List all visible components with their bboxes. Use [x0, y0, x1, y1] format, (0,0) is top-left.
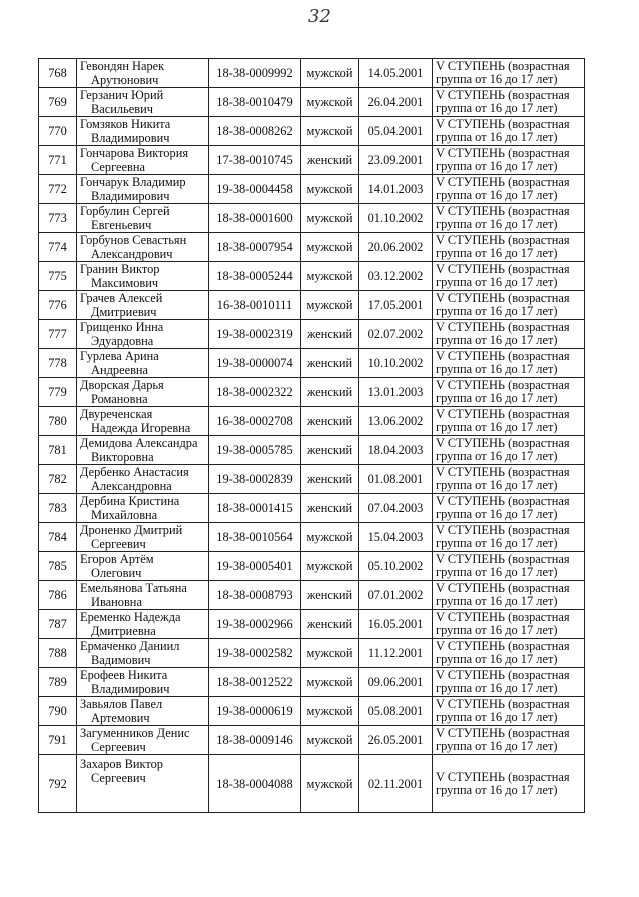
uin-code: 18-38-0012522 [209, 668, 301, 697]
table-row [39, 291, 585, 320]
uin-code: 18-38-0001600 [209, 204, 301, 233]
gender: мужской [301, 726, 359, 755]
patronymic: Владимирович [91, 189, 170, 203]
patronymic: Владимирович [91, 131, 170, 145]
surname-name: Горбулин Сергей [80, 204, 170, 218]
table-row [39, 88, 585, 117]
full-name [77, 552, 209, 581]
uin-code: 19-38-0002839 [209, 465, 301, 494]
uin-code: 17-38-0010745 [209, 146, 301, 175]
patronymic: Александрович [91, 247, 173, 261]
table-row [39, 117, 585, 146]
surname-name: Завьялов Павел [80, 697, 163, 711]
row-number: 786 [39, 581, 77, 610]
gender: мужской [301, 117, 359, 146]
full-name [77, 146, 209, 175]
gto-level [433, 175, 585, 204]
patronymic: Сергеевич [91, 740, 146, 754]
level-line-2: группа от 16 до 17 лет) [436, 304, 558, 318]
row-number: 791 [39, 726, 77, 755]
surname-name: Гончарук Владимир [80, 175, 186, 189]
row-number: 782 [39, 465, 77, 494]
patronymic: Евгеньевич [91, 218, 152, 232]
row-number: 784 [39, 523, 77, 552]
patronymic: Александровна [91, 479, 172, 493]
birth-date: 23.09.2001 [359, 146, 433, 175]
full-name [77, 755, 209, 813]
level-line-2: группа от 16 до 17 лет) [436, 652, 558, 666]
surname-name: Гевондян Нарек [80, 59, 165, 73]
row-number: 788 [39, 639, 77, 668]
full-name [77, 320, 209, 349]
gto-level [433, 755, 585, 813]
gender: женский [301, 436, 359, 465]
gender: мужской [301, 639, 359, 668]
gto-level [433, 726, 585, 755]
full-name [77, 465, 209, 494]
level-line-1: V СТУПЕНЬ (возрастная [436, 465, 570, 479]
level-line-1: V СТУПЕНЬ (возрастная [436, 552, 570, 566]
uin-code: 19-38-0000619 [209, 697, 301, 726]
gender: женский [301, 320, 359, 349]
level-line-2: группа от 16 до 17 лет) [436, 623, 558, 637]
birth-date: 07.04.2003 [359, 494, 433, 523]
gender: мужской [301, 262, 359, 291]
level-line-2: группа от 16 до 17 лет) [436, 130, 558, 144]
full-name [77, 407, 209, 436]
level-line-1: V СТУПЕНЬ (возрастная [436, 581, 570, 595]
table-row [39, 610, 585, 639]
full-name [77, 494, 209, 523]
level-line-1: V СТУПЕНЬ (возрастная [436, 378, 570, 392]
table-row [39, 204, 585, 233]
surname-name: Дербина Кристина [80, 494, 180, 508]
row-number: 780 [39, 407, 77, 436]
birth-date: 16.05.2001 [359, 610, 433, 639]
patronymic: Дмитриевна [91, 624, 156, 638]
birth-date: 07.01.2002 [359, 581, 433, 610]
row-number: 769 [39, 88, 77, 117]
row-number: 792 [39, 755, 77, 813]
row-number: 778 [39, 349, 77, 378]
birth-date: 13.06.2002 [359, 407, 433, 436]
patronymic: Викторовна [91, 450, 154, 464]
uin-code: 16-38-0002708 [209, 407, 301, 436]
uin-code: 18-38-0001415 [209, 494, 301, 523]
level-line-2: группа от 16 до 17 лет) [436, 188, 558, 202]
birth-date: 14.05.2001 [359, 59, 433, 88]
patronymic: Эдуардовна [91, 334, 154, 348]
uin-code: 18-38-0007954 [209, 233, 301, 262]
uin-code: 19-38-0002319 [209, 320, 301, 349]
surname-name: Ерофеев Никита [80, 668, 168, 682]
table-row [39, 755, 585, 813]
gender: мужской [301, 755, 359, 813]
gender: мужской [301, 175, 359, 204]
table-row [39, 146, 585, 175]
surname-name: Двуреченская [80, 407, 153, 421]
uin-code: 18-38-0008262 [209, 117, 301, 146]
table-row [39, 233, 585, 262]
gender: мужской [301, 552, 359, 581]
level-line-2: группа от 16 до 17 лет) [436, 681, 558, 695]
gto-level [433, 523, 585, 552]
table-row [39, 436, 585, 465]
birth-date: 20.06.2002 [359, 233, 433, 262]
uin-code: 18-38-0010564 [209, 523, 301, 552]
level-line-1: V СТУПЕНЬ (возрастная [436, 349, 570, 363]
patronymic: Надежда Игоревна [91, 421, 191, 435]
level-line-1: V СТУПЕНЬ (возрастная [436, 494, 570, 508]
table-row [39, 697, 585, 726]
gender: мужской [301, 523, 359, 552]
level-line-1: V СТУПЕНЬ (возрастная [436, 204, 570, 218]
patronymic: Михайловна [91, 508, 158, 522]
birth-date: 01.10.2002 [359, 204, 433, 233]
table-row [39, 523, 585, 552]
level-line-2: группа от 16 до 17 лет) [436, 101, 558, 115]
surname-name: Горбунов Севастьян [80, 233, 187, 247]
surname-name: Демидова Александра [80, 436, 198, 450]
birth-date: 01.08.2001 [359, 465, 433, 494]
level-line-2: группа от 16 до 17 лет) [436, 782, 558, 797]
uin-code: 19-38-0002582 [209, 639, 301, 668]
level-line-2: группа от 16 до 17 лет) [436, 478, 558, 492]
gto-level [433, 668, 585, 697]
page-number: 32 [308, 6, 331, 27]
level-line-2: группа от 16 до 17 лет) [436, 507, 558, 521]
gto-level [433, 639, 585, 668]
birth-date: 14.01.2003 [359, 175, 433, 204]
full-name [77, 117, 209, 146]
level-line-1: V СТУПЕНЬ (возрастная [436, 320, 570, 334]
level-line-1: V СТУПЕНЬ (возрастная [436, 262, 570, 276]
level-line-1: V СТУПЕНЬ (возрастная [436, 233, 570, 247]
row-number: 783 [39, 494, 77, 523]
full-name [77, 436, 209, 465]
row-number: 768 [39, 59, 77, 88]
surname-name: Гранин Виктор [80, 262, 160, 276]
table-row [39, 726, 585, 755]
row-number: 773 [39, 204, 77, 233]
uin-code: 19-38-0004458 [209, 175, 301, 204]
gto-level [433, 610, 585, 639]
surname-name: Дворская Дарья [80, 378, 164, 392]
gender: мужской [301, 697, 359, 726]
level-line-1: V СТУПЕНЬ (возрастная [436, 291, 570, 305]
birth-date: 05.10.2002 [359, 552, 433, 581]
level-line-1: V СТУПЕНЬ (возрастная [436, 59, 570, 73]
uin-code: 18-38-0009146 [209, 726, 301, 755]
table-row [39, 349, 585, 378]
surname-name: Дербенко Анастасия [80, 465, 189, 479]
patronymic: Вадимович [91, 653, 151, 667]
level-line-2: группа от 16 до 17 лет) [436, 739, 558, 753]
registry-table [38, 58, 585, 813]
surname-name: Герзанич Юрий [80, 88, 164, 102]
gender: мужской [301, 59, 359, 88]
gto-level [433, 117, 585, 146]
level-line-2: группа от 16 до 17 лет) [436, 391, 558, 405]
birth-date: 13.01.2003 [359, 378, 433, 407]
surname-name: Емельянова Татьяна [80, 581, 187, 595]
patronymic: Владимирович [91, 682, 170, 696]
gender: мужской [301, 88, 359, 117]
level-line-2: группа от 16 до 17 лет) [436, 565, 558, 579]
birth-date: 05.08.2001 [359, 697, 433, 726]
surname-name: Загуменников Денис [80, 726, 190, 740]
gto-level [433, 436, 585, 465]
uin-code: 19-38-0005401 [209, 552, 301, 581]
level-line-1: V СТУПЕНЬ (возрастная [436, 146, 570, 160]
row-number: 772 [39, 175, 77, 204]
table-row [39, 668, 585, 697]
level-line-2: группа от 16 до 17 лет) [436, 449, 558, 463]
row-number: 771 [39, 146, 77, 175]
row-number: 779 [39, 378, 77, 407]
table-row [39, 581, 585, 610]
registry-body [39, 59, 585, 813]
uin-code: 16-38-0010111 [209, 291, 301, 320]
gto-level [433, 320, 585, 349]
full-name [77, 175, 209, 204]
birth-date: 17.05.2001 [359, 291, 433, 320]
gto-level [433, 146, 585, 175]
patronymic: Артемович [91, 711, 150, 725]
gender: женский [301, 465, 359, 494]
uin-code: 18-38-0002322 [209, 378, 301, 407]
patronymic: Сергеевна [91, 160, 146, 174]
gto-level [433, 291, 585, 320]
level-line-1: V СТУПЕНЬ (возрастная [436, 407, 570, 421]
table-row [39, 59, 585, 88]
gto-level [433, 378, 585, 407]
uin-code: 19-38-0005785 [209, 436, 301, 465]
gto-level [433, 88, 585, 117]
row-number: 774 [39, 233, 77, 262]
level-line-2: группа от 16 до 17 лет) [436, 333, 558, 347]
row-number: 776 [39, 291, 77, 320]
level-line-1: V СТУПЕНЬ (возрастная [436, 769, 570, 784]
full-name [77, 523, 209, 552]
table-row [39, 494, 585, 523]
row-number: 790 [39, 697, 77, 726]
surname-name: Захаров Виктор [80, 757, 163, 771]
table-row [39, 175, 585, 204]
gto-level [433, 349, 585, 378]
patronymic: Сергеевич [91, 537, 146, 551]
gender: женский [301, 146, 359, 175]
surname-name: Гурлева Арина [80, 349, 159, 363]
row-number: 770 [39, 117, 77, 146]
patronymic: Сергеевич [91, 771, 146, 785]
surname-name: Еременко Надежда [80, 610, 181, 624]
uin-code: 18-38-0010479 [209, 88, 301, 117]
patronymic: Андреевна [91, 363, 149, 377]
table-row [39, 320, 585, 349]
full-name [77, 233, 209, 262]
patronymic: Олегович [91, 566, 142, 580]
level-line-2: группа от 16 до 17 лет) [436, 72, 558, 86]
gender: женский [301, 378, 359, 407]
gender: женский [301, 407, 359, 436]
table-row [39, 639, 585, 668]
full-name [77, 610, 209, 639]
row-number: 785 [39, 552, 77, 581]
full-name [77, 349, 209, 378]
level-line-2: группа от 16 до 17 лет) [436, 275, 558, 289]
level-line-1: V СТУПЕНЬ (возрастная [436, 610, 570, 624]
gender: женский [301, 581, 359, 610]
full-name [77, 291, 209, 320]
level-line-1: V СТУПЕНЬ (возрастная [436, 523, 570, 537]
birth-date: 02.07.2002 [359, 320, 433, 349]
level-line-1: V СТУПЕНЬ (возрастная [436, 88, 570, 102]
surname-name: Грачев Алексей [80, 291, 163, 305]
level-line-1: V СТУПЕНЬ (возрастная [436, 175, 570, 189]
birth-date: 15.04.2003 [359, 523, 433, 552]
level-line-2: группа от 16 до 17 лет) [436, 159, 558, 173]
gto-level [433, 494, 585, 523]
level-line-2: группа от 16 до 17 лет) [436, 594, 558, 608]
birth-date: 03.12.2002 [359, 262, 433, 291]
level-line-2: группа от 16 до 17 лет) [436, 362, 558, 376]
surname-name: Гомзяков Никита [80, 117, 171, 131]
birth-date: 26.04.2001 [359, 88, 433, 117]
gto-level [433, 465, 585, 494]
full-name [77, 581, 209, 610]
full-name [77, 697, 209, 726]
level-line-2: группа от 16 до 17 лет) [436, 420, 558, 434]
uin-code: 19-38-0000074 [209, 349, 301, 378]
table-row [39, 378, 585, 407]
level-line-1: V СТУПЕНЬ (возрастная [436, 697, 570, 711]
level-line-1: V СТУПЕНЬ (возрастная [436, 436, 570, 450]
patronymic: Дмитриевич [91, 305, 157, 319]
full-name [77, 639, 209, 668]
level-line-1: V СТУПЕНЬ (возрастная [436, 668, 570, 682]
uin-code: 18-38-0005244 [209, 262, 301, 291]
gto-level [433, 407, 585, 436]
patronymic: Романовна [91, 392, 148, 406]
gto-level [433, 581, 585, 610]
surname-name: Гончарова Виктория [80, 146, 189, 160]
surname-name: Егоров Артём [80, 552, 154, 566]
row-number: 781 [39, 436, 77, 465]
row-number: 777 [39, 320, 77, 349]
birth-date: 09.06.2001 [359, 668, 433, 697]
uin-code: 18-38-0008793 [209, 581, 301, 610]
gto-level [433, 59, 585, 88]
full-name [77, 204, 209, 233]
row-number: 789 [39, 668, 77, 697]
gender: женский [301, 349, 359, 378]
patronymic: Васильевич [91, 102, 153, 116]
level-line-2: группа от 16 до 17 лет) [436, 536, 558, 550]
uin-code: 19-38-0002966 [209, 610, 301, 639]
patronymic: Максимович [91, 276, 159, 290]
uin-code: 18-38-0004088 [209, 755, 301, 813]
birth-date: 10.10.2002 [359, 349, 433, 378]
gto-level [433, 552, 585, 581]
birth-date: 11.12.2001 [359, 639, 433, 668]
surname-name: Грищенко Инна [80, 320, 164, 334]
full-name [77, 59, 209, 88]
gender: мужской [301, 668, 359, 697]
level-line-2: группа от 16 до 17 лет) [436, 710, 558, 724]
surname-name: Дроненко Дмитрий [80, 523, 183, 537]
birth-date: 02.11.2001 [359, 755, 433, 813]
full-name [77, 726, 209, 755]
level-line-2: группа от 16 до 17 лет) [436, 246, 558, 260]
uin-code: 18-38-0009992 [209, 59, 301, 88]
patronymic: Арутюнович [91, 73, 159, 87]
full-name [77, 262, 209, 291]
level-line-2: группа от 16 до 17 лет) [436, 217, 558, 231]
birth-date: 05.04.2001 [359, 117, 433, 146]
gto-level [433, 697, 585, 726]
full-name [77, 378, 209, 407]
patronymic: Ивановна [91, 595, 142, 609]
level-line-1: V СТУПЕНЬ (возрастная [436, 117, 570, 131]
full-name [77, 668, 209, 697]
level-line-1: V СТУПЕНЬ (возрастная [436, 639, 570, 653]
gto-level [433, 262, 585, 291]
table-row [39, 552, 585, 581]
row-number: 787 [39, 610, 77, 639]
gto-level [433, 233, 585, 262]
row-number: 775 [39, 262, 77, 291]
gto-level [433, 204, 585, 233]
table-row [39, 262, 585, 291]
gender: женский [301, 494, 359, 523]
gender: женский [301, 610, 359, 639]
gender: мужской [301, 204, 359, 233]
gender: мужской [301, 291, 359, 320]
birth-date: 26.05.2001 [359, 726, 433, 755]
level-line-1: V СТУПЕНЬ (возрастная [436, 726, 570, 740]
table-row [39, 465, 585, 494]
table-row [39, 407, 585, 436]
full-name [77, 88, 209, 117]
birth-date: 18.04.2003 [359, 436, 433, 465]
surname-name: Ермаченко Даниил [80, 639, 180, 653]
gender: мужской [301, 233, 359, 262]
